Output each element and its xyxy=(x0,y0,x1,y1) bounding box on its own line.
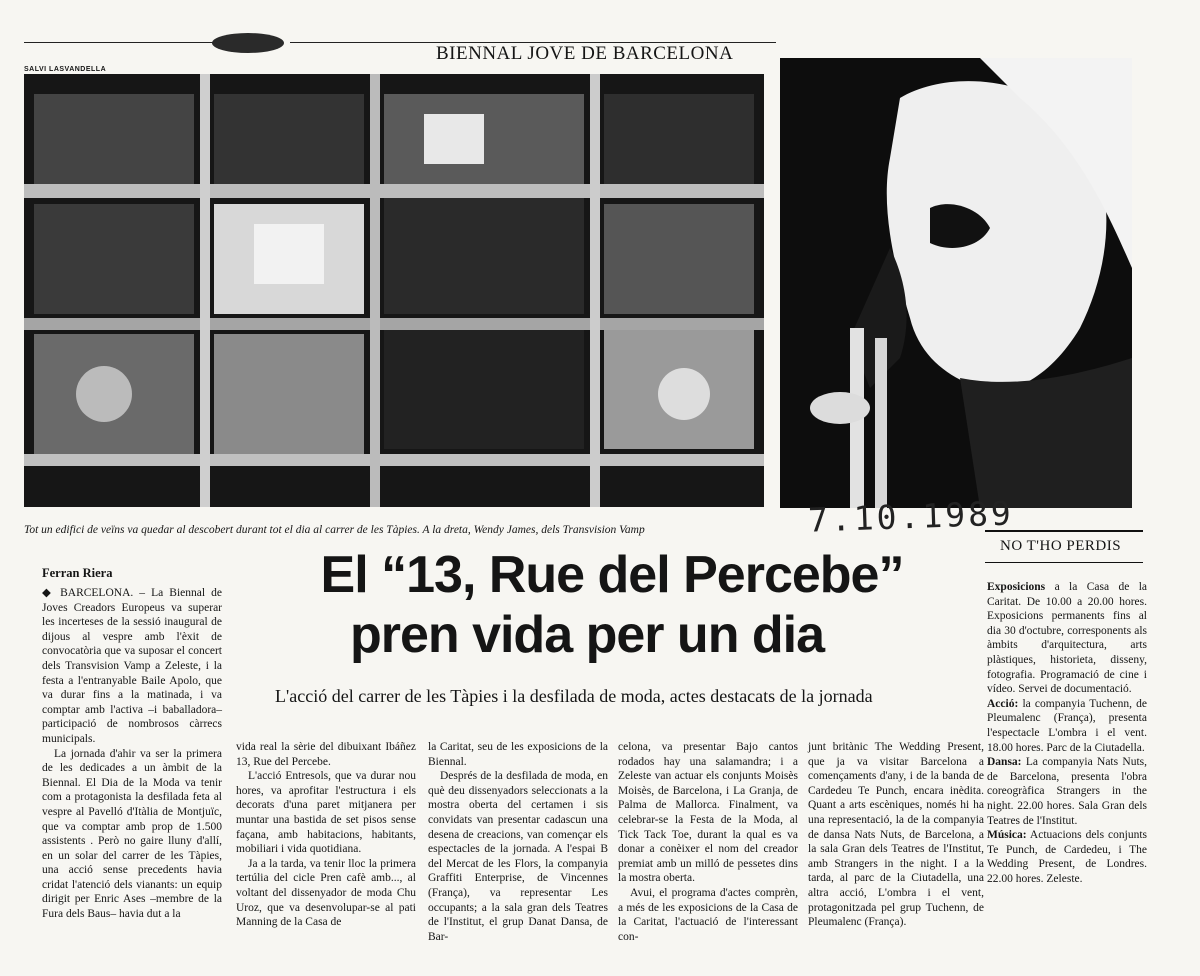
listing-label: Exposicions xyxy=(987,581,1046,593)
paragraph: ◆ BARCELONA. – La Biennal de Joves Creadors Europeus va superar les incerteses de la sessió inaugural de dijous al vespre amb l'èxit de convocatòria que va suposar el concert dels Transvision Vamp a Zeleste, i la festa a l'entranyable Baile Apolo, que va durar fins a la matinada, i va comptar amb l'activa –i baballadora– participació de nombrosos càrrecs municipals. xyxy=(42,587,222,745)
building-photo-image xyxy=(24,74,764,507)
top-rule-left xyxy=(24,42,214,43)
handwritten-date: 7.10.1989 xyxy=(807,493,1015,540)
paragraph: Després de la desfilada de moda, en què deu dissenyadors seleccionats a la mostra oberta del certamen i sis convidats van presentar cadascun una desena de creacions, van començar els espectacles de la jornada. A l'espai B del Mercat de les Flors, la companyia Graffiti Enterprise, de Vincennes (França), va representar Les occupants; a la sala gran dels Teatres de l'Institut, el grup Danat Dansa, de Bar- xyxy=(428,770,608,943)
photo-caption: Tot un edifici de veïns va quedar al descobert durant tot el dia al carrer de les Tàpies. A la dreta, Wendy James, dels Transvision Vamp xyxy=(24,524,645,536)
article-column-3 xyxy=(428,740,608,944)
listing-text: la companyia Tuchenn, de Pleumalenc (França), presenta l'espectacle L'ombra i el vent. 18.00 hores. Parc de la Ciutadella. xyxy=(987,697,1148,754)
listing-accio xyxy=(987,697,1147,755)
building-photo xyxy=(24,74,764,507)
paragraph: Avui, el programa d'actes comprèn, a més de les exposicions de la Casa de la Caritat, l'actuació de l'interessant con- xyxy=(618,886,798,943)
paragraph: celona, va presentar Bajo cantos rodados hay una salamandra; i a Zeleste van actuar els conjunts Moisès Moisès, de Barcelona, i La Granja, de Palma de Mallorca. Finalment, va celebrar-se la Festa de la Moda, al Tick Tack Toe, durant la qual es va donar a conèixer el nom del creador premiat amb un milló de pessetes dins la mostra oberta. xyxy=(618,741,798,885)
article-column-4 xyxy=(618,740,798,944)
photo-credit: SALVI LASVANDELLA xyxy=(24,66,107,73)
paragraph: junt britànic The Wedding Present, que ja va visitar Barcelona a començaments d'any, i de la banda de Cardedeu Te Punch, encara inèdita. Quant a arts escèniques, només hi ha una representació, la de la companyia de dansa Nats Nuts, de Barcelona, a la sala Gran dels Teatres de l'Institut, amb Strangers in the night. I a la tarda, al parc de la Ciutadella, una altra acció, L'ombra i el vent, protagonitzada pel grup Tuchenn, de Pleumalenc (França). xyxy=(808,741,984,929)
listing-text: La companyia Nats Nuts, de Barcelona, presenta l'obra coreogràfica Strangers in the night. 22.00 hores. Sala Gran dels Teatres de l'Institut. xyxy=(987,756,1148,827)
byline: Ferran Riera xyxy=(42,566,113,580)
headline-line-2: pren vida per un dia xyxy=(349,606,825,664)
paragraph: La jornada d'ahir va ser la primera de les dedicades a un àmbit de la Biennal. El Dia de la Moda va tenir com a protagonista la desfilada feta al vespre al Pavelló d'Itàlia de Montjuïc, que va comptar amb prop de 1.500 assistents . Però no gaire lluny d'allí, en un solar del carrer de les Tàpies, una acció sense precedents havia cridat l'atenció dels vianants: un equip dirigit per Enric Ases –membre de la Fura dels Baus– havia dut a la xyxy=(42,747,222,921)
headline xyxy=(272,545,952,665)
listing-text: Actuacions dels conjunts Te Punch, de Cardedeu, i The Wedding Present, de Londres. 22.00 hores. Zeleste. xyxy=(987,829,1147,885)
subheadline: L'acció del carrer de les Tàpies i la desfilada de moda, actes destacats de la jornada xyxy=(275,686,873,706)
listing-exposicions xyxy=(987,580,1147,697)
paragraph: L'acció Entresols, que va durar nou hores, va aprofitar l'estructura i els decorats d'una paret mitjanera per muntar una bastida de set pisos sense façana, amb habitacions, habitants, mobiliari i vida quotidiana. xyxy=(236,770,416,856)
listing-label: Dansa: xyxy=(987,756,1022,769)
section-title: BIENNAL JOVE DE BARCELONA xyxy=(436,43,734,64)
singer-photo xyxy=(780,58,1132,508)
listing-musica xyxy=(987,828,1147,886)
sidebar-title: NO T'HO PERDIS xyxy=(1000,538,1122,554)
sidebar-listings xyxy=(987,580,1147,886)
article-column-2 xyxy=(236,740,416,930)
listing-dansa xyxy=(987,755,1147,828)
singer-photo-image xyxy=(780,58,1132,508)
headline-line-1: El “13, Rue del Percebe” xyxy=(320,546,904,604)
paragraph: la Caritat, seu de les exposicions de la Biennal. xyxy=(428,741,608,768)
listing-label: Música: xyxy=(987,829,1027,842)
listing-label: Acció: xyxy=(987,697,1019,710)
paragraph: vida real la sèrie del dibuixant Ibáñez 13, Rue del Percebe. xyxy=(236,741,416,768)
masthead-logo xyxy=(212,33,284,53)
article-column-5 xyxy=(808,740,984,930)
paragraph: Ja a la tarda, va tenir lloc la primera tertúlia del cicle Pren cafè amb..., al voltant del dissenyador de moda Chu Uroz, que va desenvolupar-se al pati Manning de la Casa de xyxy=(236,857,416,929)
article-column-1 xyxy=(42,586,222,922)
listing-text: a la Casa de la Caritat. De 10.00 a 20.00 hores. Exposicions permanents fins al dia 30 d'octubre, corresponents als àmbits d'arquitectura, arts plàstiques, historieta, disseny, fotografia. Programació de cine i vídeo. Servei de documentació. xyxy=(987,581,1147,696)
